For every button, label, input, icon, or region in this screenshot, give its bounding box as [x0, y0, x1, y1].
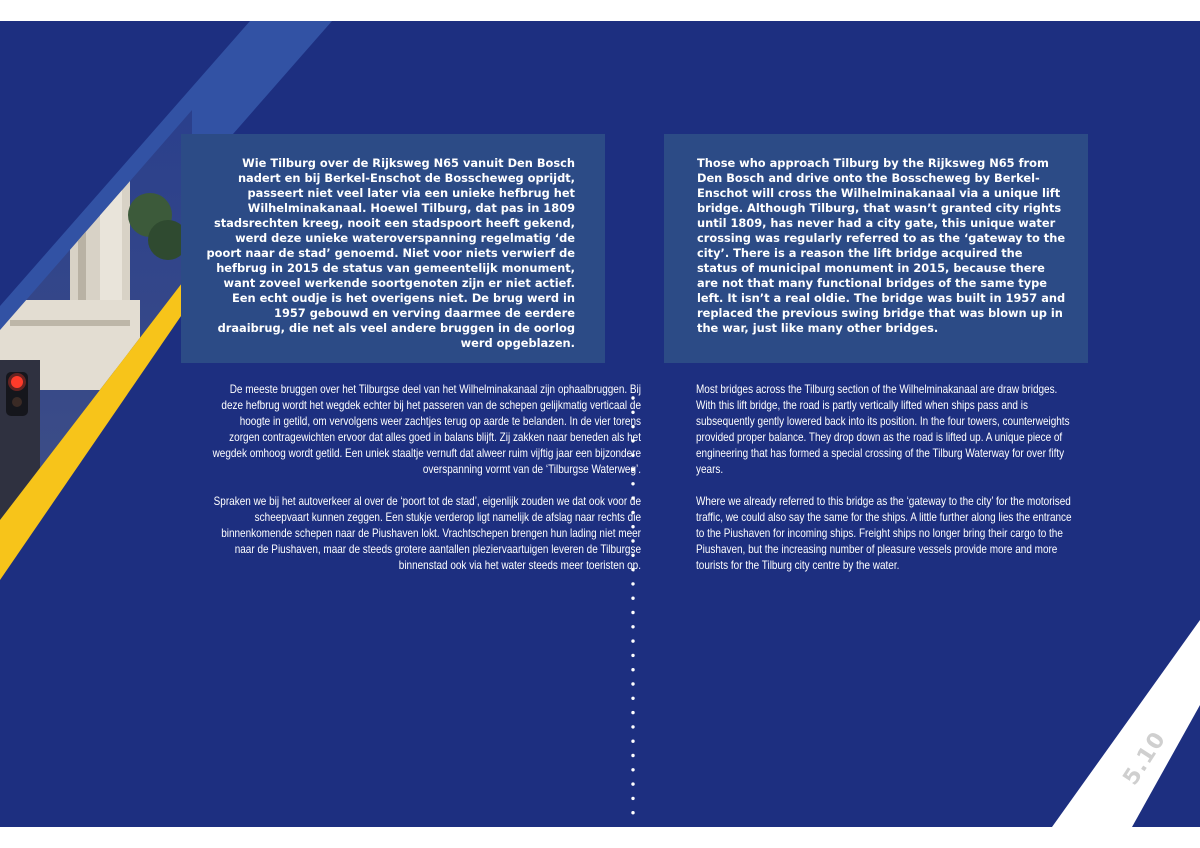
gutter-dot: [631, 725, 634, 728]
gutter-dot: [631, 697, 634, 700]
gutter-dot: [631, 597, 634, 600]
gutter-dot: [631, 668, 634, 671]
paragraph: Where we already referred to this bridge as the ‘gateway to the city’ for the motorised traffic, we could also say the same for the ships. A little further along lies the entrance to the Piushaven for incoming ships. Freight ships no longer bring their cargo to the Piushaven, but the increasing number of pleasure vessels provide more and more tourists for the Tilburg city centre by the water.: [696, 495, 1072, 572]
gutter-dot: [631, 682, 634, 685]
intro-box-english: [664, 134, 1088, 363]
body-text-english: [696, 382, 1079, 590]
gutter-dot: [631, 768, 634, 771]
paragraph: Most bridges across the Tilburg section of the Wilhelminakanaal are draw bridges. With this lift bridge, the road is partly vertically lifted when ships pass and is subsequently gently lowered back into its position. In the four towers, counterweights provided proper balance. They drop down as the road is lifted up. A unique piece of engineering that has formed a special crossing of the Tilburg Waterway for over fifty years.: [696, 383, 1070, 476]
gutter-dot: [631, 782, 634, 785]
gutter-dot: [631, 740, 634, 743]
paragraph: De meeste bruggen over het Tilburgse deel van het Wilhelminakanaal zijn ophaalbruggen. Bij deze hefbrug wordt het wegdek echter bij het passeren van de schepen gelijkmatig verticaal de hoogte in getild, om vervolgens weer zachtjes terug op aarde te belanden. In de vier torens zorgen contragewichten ervoor dat alles goed in balans blijft. Zij zakken naar beneden als het wegdek omhoog wordt getild. Een uniek staaltje vernuft dat alweer ruim vijftig jaar een bijzondere overspanning vormt van de ‘Tilburgse Waterweg’.: [212, 383, 641, 476]
intro-box-dutch: [181, 134, 605, 363]
body-text-dutch: [211, 382, 641, 590]
gutter-dot: [631, 611, 634, 614]
paragraph: Spraken we bij het autoverkeer al over de ‘poort tot de stad’, eigenlijk zouden we dat ook voor de scheepvaart kunnen zeggen. Een stukje verderop ligt namelijk de afslag naar rechts die binnenkomende schepen naar de Piushaven lokt. Vrachtschepen brengen hun lading niet meer naar de Piushaven, maar de steeds grotere aantallen pleziervaartuigen leveren de Tilburgse binnenstad ook via het water steeds meer toeristen op.: [213, 495, 641, 572]
gutter-dot: [631, 639, 634, 642]
gutter-dot: [631, 811, 634, 814]
intro-text-dutch: Wie Tilburg over de Rijksweg N65 vanuit Den Bosch nadert en bij Berkel-Enschot de Bosscheweg oprijdt, passeert niet veel later via een unieke hefbrug het Wilhelminakanaal. Hoewel Tilburg, dat pas in 1809 stadsrechten kreeg, nooit een stadspoort heeft gekend, werd deze unieke wateroverspanning regelmatig ‘de poort naar de stad’ genoemd. Niet voor niets verwierf de hefbrug in 2015 de status van gemeentelijk monument, want zoveel werkende soortgenoten zijn er niet actief. Een echt oudje is het overigens niet. De brug werd in 1957 gebouwd en verving daarmee de eerdere draaibrug, die net als veel andere bruggen in de oorlog werd opgeblazen.: [206, 156, 575, 350]
gutter-dot: [631, 654, 634, 657]
gutter-dot: [631, 625, 634, 628]
gutter-dot: [631, 754, 634, 757]
gutter-dot: [631, 797, 634, 800]
intro-text-english: Those who approach Tilburg by the Rijksweg N65 from Den Bosch and drive onto the Bosscheweg by Berkel-Enschot will cross the Wilhelminakanaal via a unique lift bridge. Although Tilburg, that wasn’t granted city rights until 1809, has never had a city gate, this unique water crossing was regularly referred to as the ‘gateway to the city’. There is a reason the lift bridge acquired the status of municipal monument in 2015, because there are not that many functional bridges of the same type left. It isn’t a real oldie. The bridge was built in 1957 and replaced the previous swing bridge that was blown up in the war, just like many other bridges.: [697, 156, 1066, 335]
gutter-dot: [631, 711, 634, 714]
page-number: 5.10: [1118, 727, 1172, 790]
